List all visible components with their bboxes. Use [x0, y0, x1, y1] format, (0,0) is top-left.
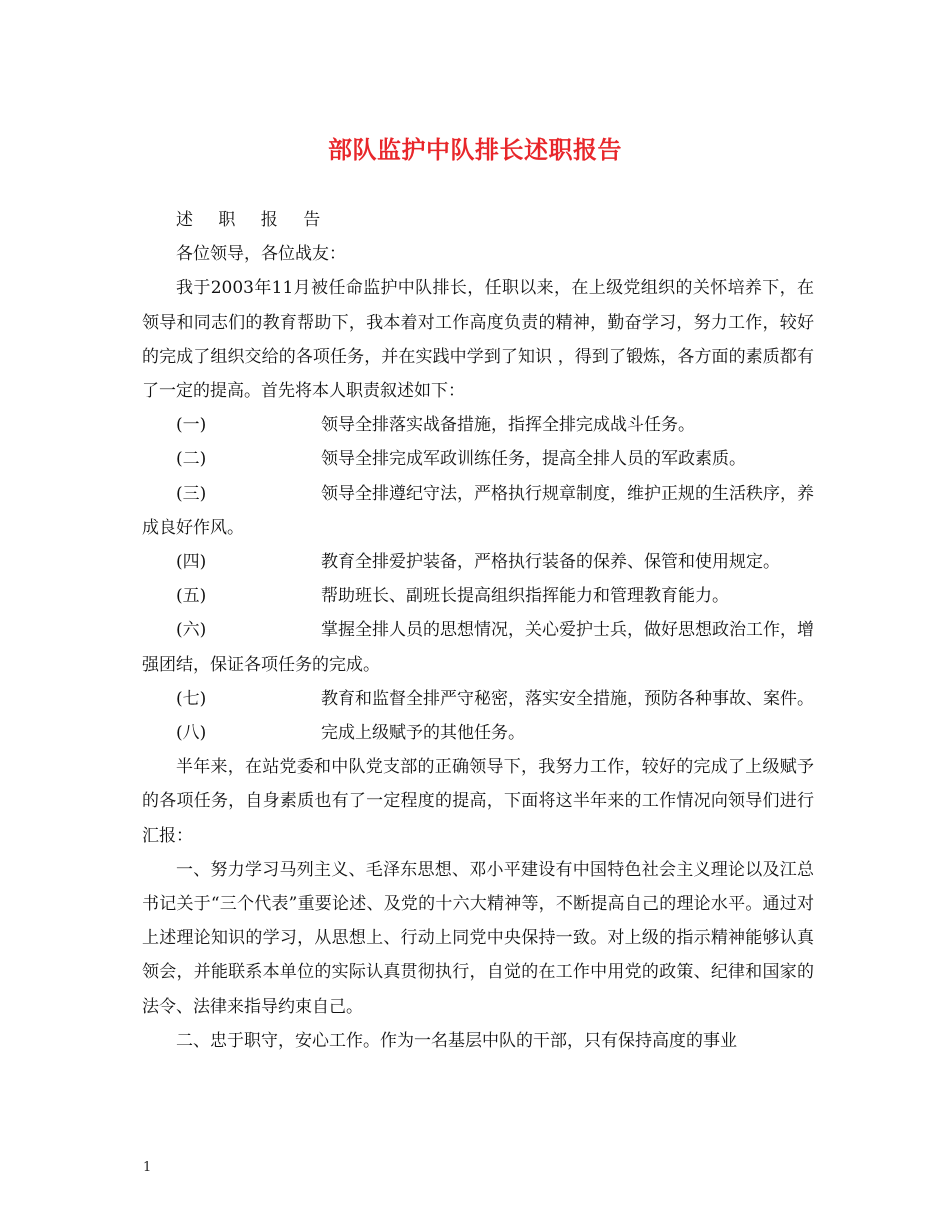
duty-text: 教育全排爱护装备，严格执行装备的保养、保管和使用规定。: [321, 552, 780, 573]
duty-text: 领导全排落实战备措施，指挥全排完成战斗任务。: [321, 415, 695, 436]
duty-text: 帮助班长、副班长提高组织指挥能力和管理教育能力。: [321, 586, 729, 607]
duty-number: (一): [176, 415, 207, 436]
duty-number: (三): [176, 483, 207, 504]
duty-item: [142, 545, 814, 579]
summary-paragraph: 半年来，在站党委和中队党支部的正确领导下，我努力工作，较好的完成了上级赋予的各项任务，自身素质也有了一定程度的提高，下面将这半年来的工作情况向领导们进行汇报：: [142, 757, 814, 846]
duty-item: [142, 613, 814, 681]
duty-number: (七): [176, 688, 207, 709]
duty-text: 领导全排遵纪守法，严格执行规章制度，维护正规的生活秩序，养成良好作风。: [142, 483, 814, 538]
duty-item: [142, 682, 814, 716]
duty-item: [142, 442, 814, 476]
duty-item: [142, 408, 814, 442]
duty-number: (六): [176, 620, 207, 641]
duty-text: 掌握全排人员的思想情况，关心爱护士兵，做好思想政治工作，增强团结，保证各项任务的完成。: [142, 620, 814, 675]
duty-text: 完成上级赋予的其他任务。: [321, 723, 525, 744]
intro-paragraph: 我于2003年11月被任命监护中队排长，任职以来，在上级党组织的关怀培养下，在领导和同志们的教育帮助下，我本着对工作高度负责的精神，勤奋学习，努力工作，较好的完成了组织交给的各项任务，并在实践中学到了知识 ，得到了锻炼，各方面的素质都有了一定的提高。首先将本人职责叙述如下：: [142, 278, 814, 402]
duty-item: [142, 477, 814, 545]
duty-number: (二): [176, 449, 207, 470]
point-one-paragraph: 一、努力学习马列主义、毛泽东思想、邓小平建设有中国特色社会主义理论以及江总书记关于“三个代表”重要论述、及党的十六大精神等，不断提高自己的理论水平。通过对上述理论知识的学习，从思想上、行动上同党中央保持一致。对上级的指示精神能够认真领会，并能联系本单位的实际认真贯彻执行，自觉的在工作中用党的政策、纪律和国家的法令、法律来指导约束自己。: [142, 859, 814, 1017]
duty-text: 教育和监督全排严守秘密，落实安全措施，预防各种事故、案件。: [321, 688, 814, 709]
duty-text: 领导全排完成军政训练任务，提高全排人员的军政素质。: [321, 449, 746, 470]
duty-item: [142, 579, 814, 613]
salutation: 各位领导，各位战友：: [176, 244, 346, 265]
report-heading: 述 职 报 告: [176, 210, 331, 230]
duty-number: (八): [176, 723, 207, 744]
document-body: [142, 203, 814, 1058]
duty-number: (五): [176, 586, 207, 607]
document-title: 部队监护中队排长述职报告: [328, 135, 622, 164]
point-two-paragraph: 二、忠于职守，安心工作。作为一名基层中队的干部，只有保持高度的事业: [176, 1030, 737, 1051]
duty-item: [142, 716, 814, 750]
duty-number: (四): [176, 552, 207, 573]
page-number: 1: [143, 1160, 152, 1175]
